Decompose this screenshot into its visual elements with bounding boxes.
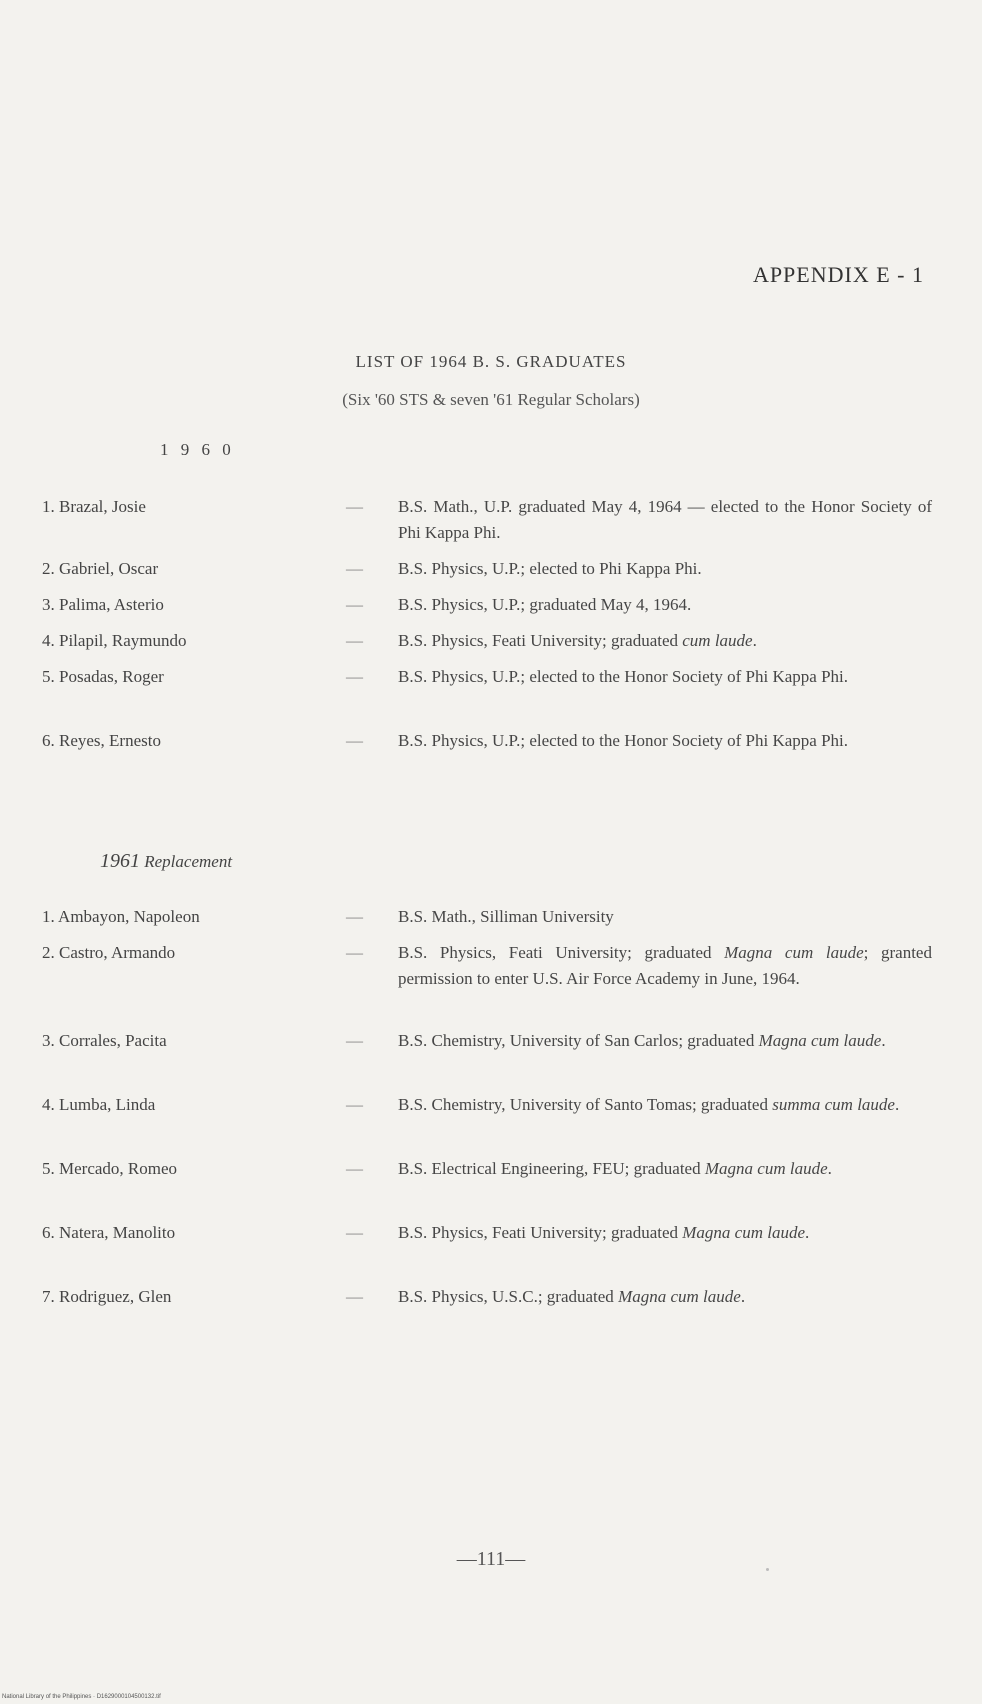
- dash-separator: —: [346, 667, 363, 686]
- dash-separator: —: [346, 497, 363, 516]
- page-subtitle: (Six '60 STS & seven '61 Regular Scholars): [342, 390, 640, 409]
- list-item: [42, 494, 932, 546]
- list-item: [42, 556, 932, 582]
- desc-italic: summa cum laude: [772, 1095, 895, 1114]
- dash-separator: —: [346, 1287, 363, 1306]
- desc-text: B.S. Physics, U.S.C.; graduated: [398, 1287, 619, 1306]
- desc-text: B.S. Chemistry, University of Santo Tomas; graduated: [398, 1095, 773, 1114]
- section-year: 1961: [100, 850, 140, 872]
- dash-separator: —: [346, 1223, 363, 1242]
- graduate-name: 7. Rodriguez, Glen: [42, 1287, 172, 1306]
- desc-italic: Magna cum laude: [682, 1223, 806, 1242]
- graduate-name: 3. Palima, Asterio: [42, 595, 164, 614]
- page-title: LIST OF 1964 B. S. GRADUATES: [355, 352, 627, 371]
- desc-text: .: [805, 1223, 810, 1242]
- page-number: —111—: [456, 1548, 526, 1570]
- list-item: [42, 728, 932, 780]
- graduate-name: 5. Posadas, Roger: [42, 667, 164, 686]
- section-heading-1960: 1 9 6 0: [160, 440, 235, 459]
- appendix-label: APPENDIX E - 1: [752, 262, 924, 287]
- section-heading-1961: [100, 850, 232, 873]
- desc-italic: Magna cum laude: [724, 943, 864, 962]
- graduate-description: B.S. Physics, U.P.; elected to Phi Kappa Phi.: [398, 559, 702, 578]
- list-item: [42, 1156, 932, 1208]
- list-item: [42, 592, 932, 618]
- desc-text: B.S. Physics, Feati University; graduated: [398, 1223, 683, 1242]
- section-label: Replacement: [144, 852, 233, 871]
- graduate-description: B.S. Math., U.P. graduated May 4, 1964 — elected to the Honor Society of Phi Kappa Phi.: [398, 497, 932, 542]
- dash-separator: —: [346, 1159, 363, 1178]
- desc-text: .: [740, 1287, 746, 1306]
- graduate-name: 2. Gabriel, Oscar: [42, 559, 159, 578]
- desc-text: B.S. Chemistry, University of San Carlos; graduated: [398, 1031, 759, 1050]
- list-item: [42, 940, 932, 1018]
- dash-separator: —: [346, 595, 363, 614]
- scan-footer: National Library of the Philippines · D1629000104500132.tif: [2, 1694, 161, 1700]
- list-item: [42, 664, 932, 716]
- dash-separator: —: [346, 1095, 363, 1114]
- list-item: [42, 628, 932, 654]
- graduate-name: 4. Pilapil, Raymundo: [42, 631, 187, 650]
- list-item: [42, 904, 932, 930]
- dash-separator: —: [346, 559, 363, 578]
- dash-separator: —: [346, 631, 363, 650]
- graduate-name: 2. Castro, Armando: [42, 943, 176, 962]
- graduate-name: 3. Corrales, Pacita: [42, 1031, 167, 1050]
- desc-italic: Magna cum laude: [704, 1159, 828, 1178]
- graduate-name: 1. Brazal, Josie: [42, 497, 146, 516]
- list-item: [42, 1284, 932, 1310]
- dash-separator: —: [346, 1031, 363, 1050]
- desc-text: .: [827, 1159, 832, 1178]
- graduate-description: [398, 904, 932, 930]
- graduate-name: 6. Natera, Manolito: [42, 1223, 176, 1242]
- graduate-description: [398, 628, 932, 654]
- graduate-description: [398, 1092, 932, 1118]
- graduate-description: [398, 1028, 932, 1054]
- list-item: [42, 1028, 932, 1080]
- desc-text: B.S. Math., Silliman University: [398, 907, 614, 926]
- desc-italic: Magna cum laude: [618, 1287, 741, 1306]
- desc-italic: Magna cum laude: [758, 1031, 882, 1050]
- desc-text: B.S. Electrical Engineering, FEU; graduated: [398, 1159, 705, 1178]
- graduate-description: B.S. Physics, U.P.; graduated May 4, 1964.: [398, 595, 692, 614]
- desc-text: .: [752, 631, 757, 650]
- graduate-name: 6. Reyes, Ernesto: [42, 731, 161, 750]
- graduate-description: [398, 1220, 932, 1246]
- desc-text: ; granted permission to enter U.S. Air Force Academy in June, 1964.: [398, 943, 932, 988]
- graduate-name: 5. Mercado, Romeo: [42, 1159, 178, 1178]
- desc-text: .: [881, 1031, 886, 1050]
- dash-separator: —: [346, 731, 363, 750]
- graduate-description: B.S. Physics, U.P.; elected to the Honor Society of Phi Kappa Phi.: [398, 667, 849, 686]
- desc-text: B.S. Physics, Feati University; graduated: [398, 631, 683, 650]
- dash-separator: —: [346, 943, 363, 962]
- graduate-description: [398, 940, 932, 992]
- graduate-name: 4. Lumba, Linda: [42, 1095, 156, 1114]
- graduate-description: [398, 1284, 932, 1310]
- desc-text: B.S. Physics, Feati University; graduated: [398, 943, 725, 962]
- dash-separator: —: [346, 907, 363, 926]
- desc-text: .: [894, 1095, 900, 1114]
- graduate-name: 1. Ambayon, Napoleon: [42, 907, 200, 926]
- graduate-description: [398, 1156, 932, 1182]
- scan-speck: [766, 1568, 769, 1571]
- desc-italic: cum laude: [682, 631, 753, 650]
- list-1960: [42, 494, 932, 780]
- list-item: [42, 1220, 932, 1272]
- list-1961: [42, 904, 932, 1310]
- graduate-description: B.S. Physics, U.P.; elected to the Honor Society of Phi Kappa Phi.: [398, 731, 849, 750]
- list-item: [42, 1092, 932, 1144]
